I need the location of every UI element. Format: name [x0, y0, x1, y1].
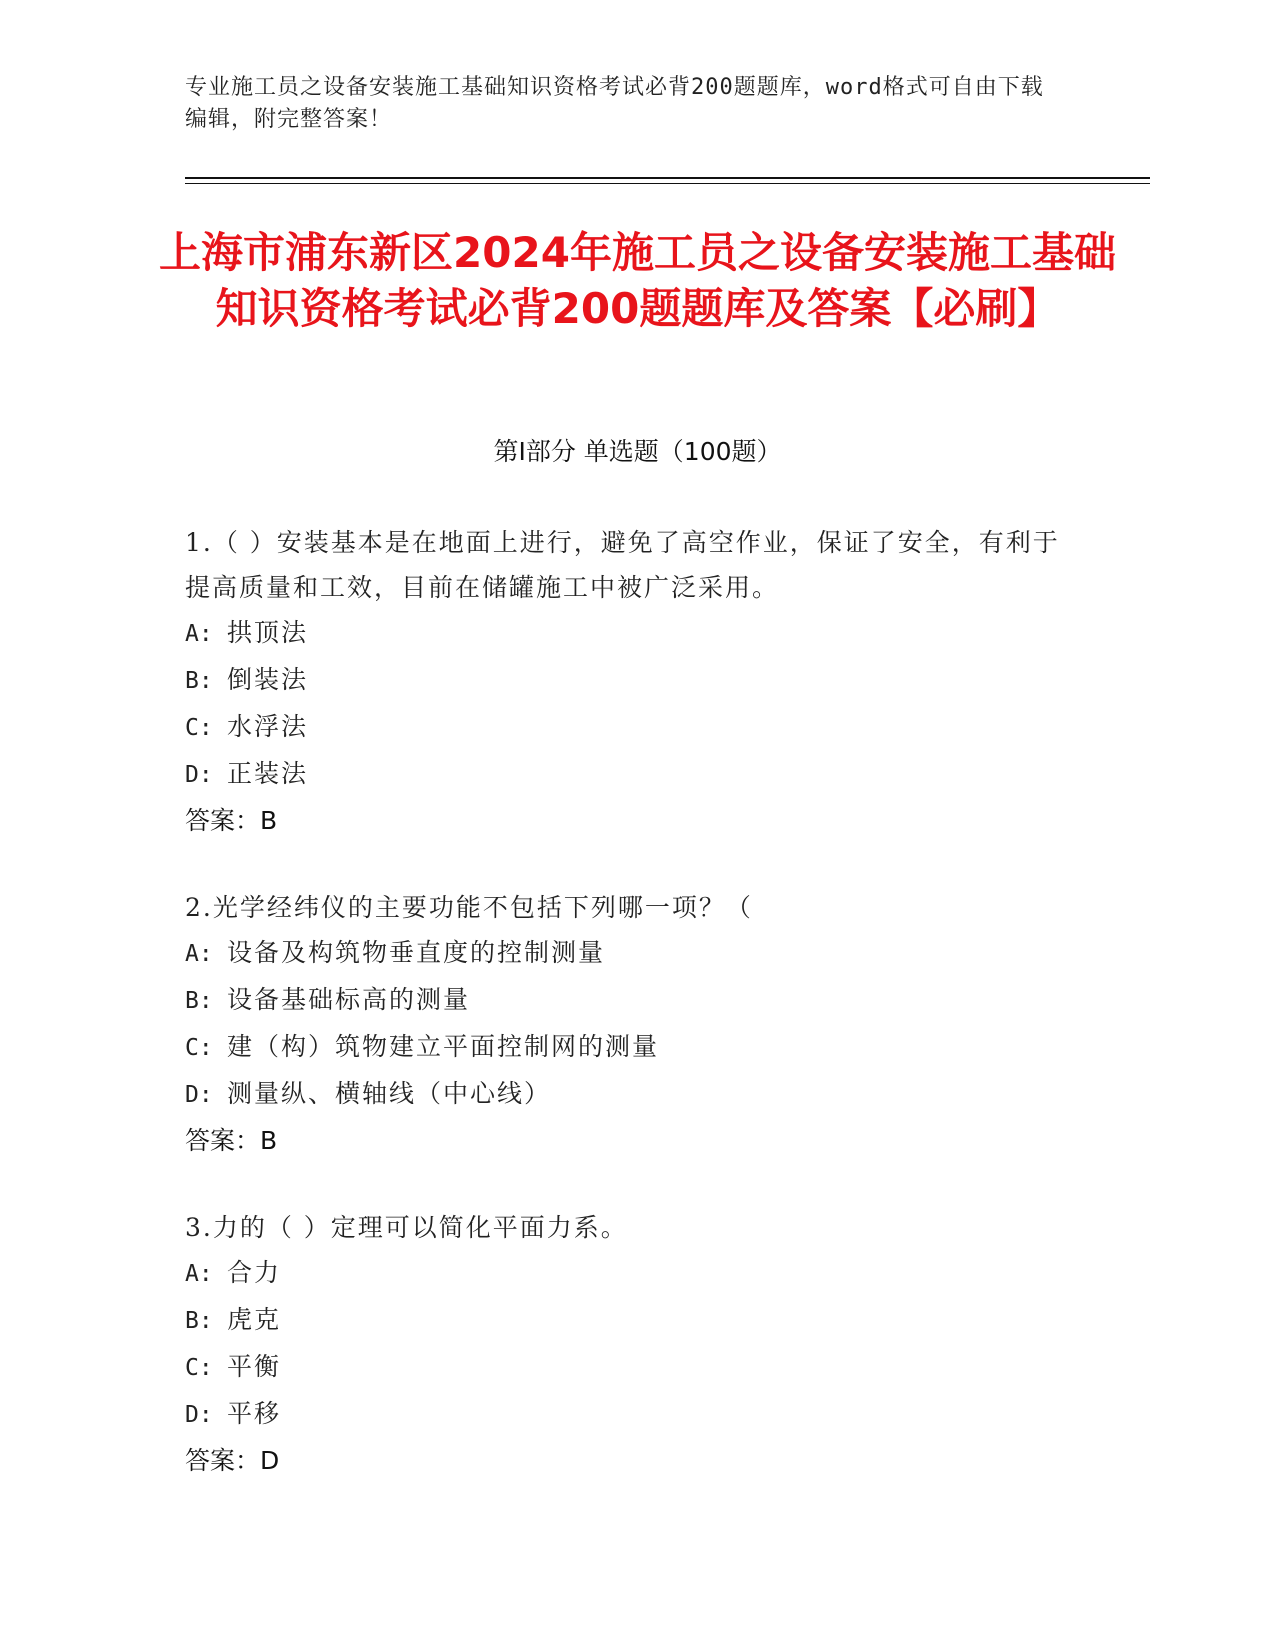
- option-letter: D:: [185, 1402, 213, 1428]
- option-text: 测量纵、横轴线（中心线）: [227, 1079, 552, 1108]
- option-a: [185, 610, 1065, 657]
- section-heading: 第Ⅰ部分 单选题（100题）: [493, 437, 782, 466]
- option-text: 水浮法: [227, 712, 309, 741]
- header-note: 专业施工员之设备安装施工基础知识资格考试必背200题题库，word格式可自由下载编辑，附完整答案！: [185, 75, 1044, 132]
- option-letter: A:: [185, 1261, 213, 1287]
- question-stem: 3.力的（ ）定理可以简化平面力系。: [185, 1213, 628, 1242]
- answer-line: 答案：B: [185, 1126, 278, 1155]
- option-b: [185, 1297, 1065, 1344]
- document-title: 上海市浦东新区2024年施工员之设备安装施工基础知识资格考试必背200题题库及答案【必刷】: [159, 228, 1116, 333]
- option-text: 设备及构筑物垂直度的控制测量: [227, 938, 606, 967]
- option-text: 合力: [227, 1258, 282, 1287]
- question-stem: 1.（ ）安装基本是在地面上进行，避免了高空作业，保证了安全，有利于提高质量和工效，目前在储罐施工中被广泛采用。: [185, 528, 1060, 602]
- answer-line: 答案：B: [185, 806, 278, 835]
- option-letter: B:: [185, 1308, 213, 1334]
- option-letter: C:: [185, 1035, 213, 1061]
- option-d: [185, 751, 1065, 798]
- answer-line: 答案：D: [185, 1446, 280, 1475]
- option-b: [185, 657, 1065, 704]
- question-stem: 2.光学经纬仪的主要功能不包括下列哪一项？（: [185, 893, 753, 922]
- option-c: [185, 1024, 1065, 1071]
- option-letter: B:: [185, 988, 213, 1014]
- option-text: 虎克: [227, 1305, 282, 1334]
- option-text: 正装法: [227, 759, 309, 788]
- option-d: [185, 1391, 1065, 1438]
- option-b: [185, 977, 1065, 1024]
- question-2: [185, 885, 1065, 1163]
- option-text: 平衡: [227, 1352, 282, 1381]
- option-letter: B:: [185, 668, 213, 694]
- header-divider-thin: [185, 183, 1150, 184]
- option-letter: C:: [185, 715, 213, 741]
- option-letter: D:: [185, 762, 213, 788]
- header-divider-thick: [185, 177, 1150, 179]
- option-letter: A:: [185, 621, 213, 647]
- option-text: 拱顶法: [227, 618, 309, 647]
- option-letter: C:: [185, 1355, 213, 1381]
- option-a: [185, 1250, 1065, 1297]
- option-letter: D:: [185, 1082, 213, 1108]
- question-1: [185, 520, 1065, 843]
- option-text: 设备基础标高的测量: [227, 985, 471, 1014]
- option-c: [185, 704, 1065, 751]
- option-text: 倒装法: [227, 665, 309, 694]
- option-c: [185, 1344, 1065, 1391]
- option-text: 平移: [227, 1399, 282, 1428]
- question-list: [185, 520, 1065, 1525]
- option-d: [185, 1071, 1065, 1118]
- option-a: [185, 930, 1065, 977]
- option-text: 建（构）筑物建立平面控制网的测量: [227, 1032, 660, 1061]
- question-3: [185, 1205, 1065, 1483]
- option-letter: A:: [185, 941, 213, 967]
